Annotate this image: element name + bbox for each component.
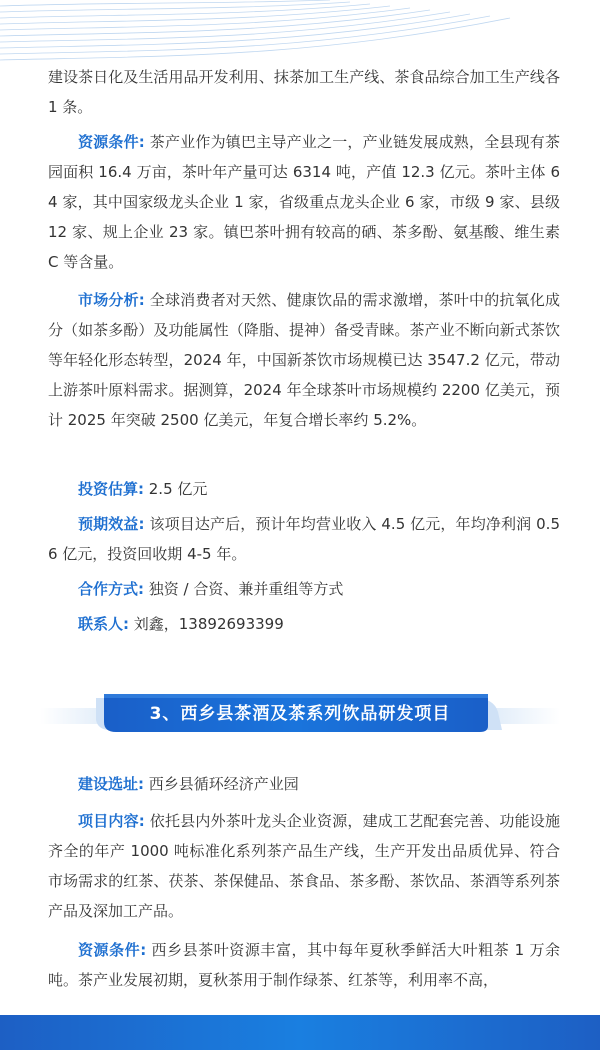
paragraph-cooperation-mode [48,574,560,604]
paragraph-text: 依托县内外茶叶龙头企业资源，建成工艺配套完善、功能设施齐全的年产 1000 吨标准化系列茶产品生产线，生产开发出品质优异、符合市场需求的红茶、茯茶、茶保健品、茶食品、茶多酚、茶饮品、茶酒等系列茶产品及深加工产品。 [48,812,560,920]
paragraph-text: 全球消费者对天然、健康饮品的需求激增，茶叶中的抗氧化成分（如茶多酚）及功能属性（降脂、提神）备受青睐。茶产业不断向新式茶饮等年轻化形态转型，2024 年，中国新茶饮市场规模已达 3547.2 亿元，带动上游茶叶原料需求。据测算，2024 年全球茶叶市场规模约 2200 亿美元，预计 2025 年突破 2500 亿美元，年复合增长率约 5.2%。 [48,291,560,429]
expected-benefits-label: 预期效益: [78,515,145,533]
resource-conditions-label: 资源条件: [78,133,145,151]
paragraph-text: 2.5 亿元 [144,480,208,498]
investment-estimate-label: 投资估算: [78,480,144,498]
paragraph-site-location [48,769,560,799]
paragraph-text: 茶产业作为镇巴主导产业之一，产业链发展成熟，全县现有茶园面积 16.4 万亩，茶叶年产量可达 6314 吨，产值 12.3 亿元。茶叶主体 64 家，其中国家级龙头企业 1 家，省级重点龙头企业 6 家，市级 9 家、县级 12 家、规上企业 23 家。镇巴茶叶拥有较高的硒、茶多酚、氨基酸、维生素 C 等含量。 [48,133,560,271]
section-title: 3、西乡县茶酒及茶系列饮品研发项目 [149,704,451,724]
paragraph-expected-benefits [48,509,560,569]
cooperation-mode-label: 合作方式: [78,580,144,598]
paragraph-project-content [48,806,560,926]
contact-text: 刘鑫，13892693399 [129,615,284,633]
paragraph-text: 独资 / 合资、兼并重组等方式 [144,580,344,598]
paragraph-text: 西乡县茶叶资源丰富，其中每年夏秋季鲜活大叶粗茶 1 万余吨。茶产业发展初期，夏秋茶用于制作绿茶、红茶等，利用率不高， [48,941,560,989]
market-analysis-label: 市场分析: [78,291,145,309]
paragraph-resource-conditions [48,127,560,277]
resource-conditions-label-2: 资源条件: [78,941,147,959]
paragraph-text: 西乡县循环经济产业园 [144,775,299,793]
paragraph-resource-conditions-2 [48,935,560,995]
paragraph-contact [48,609,560,639]
paragraph-investment-estimate [48,474,560,504]
bottom-bar [0,1015,600,1050]
paragraph-text: 建设茶日化及生活用品开发利用、抹茶加工生产线、茶食品综合加工生产线各 1 条。 [48,68,560,116]
paragraph-build-lines [48,62,560,122]
paragraph-market-analysis [48,285,560,435]
project-content-label: 项目内容: [78,812,145,830]
paragraph-text: 该项目达产后，预计年均营业收入 4.5 亿元，年均净利润 0.56 亿元，投资回收期 4-5 年。 [48,515,560,563]
contact-label: 联系人: [78,615,129,633]
site-location-label: 建设选址: [78,775,144,793]
